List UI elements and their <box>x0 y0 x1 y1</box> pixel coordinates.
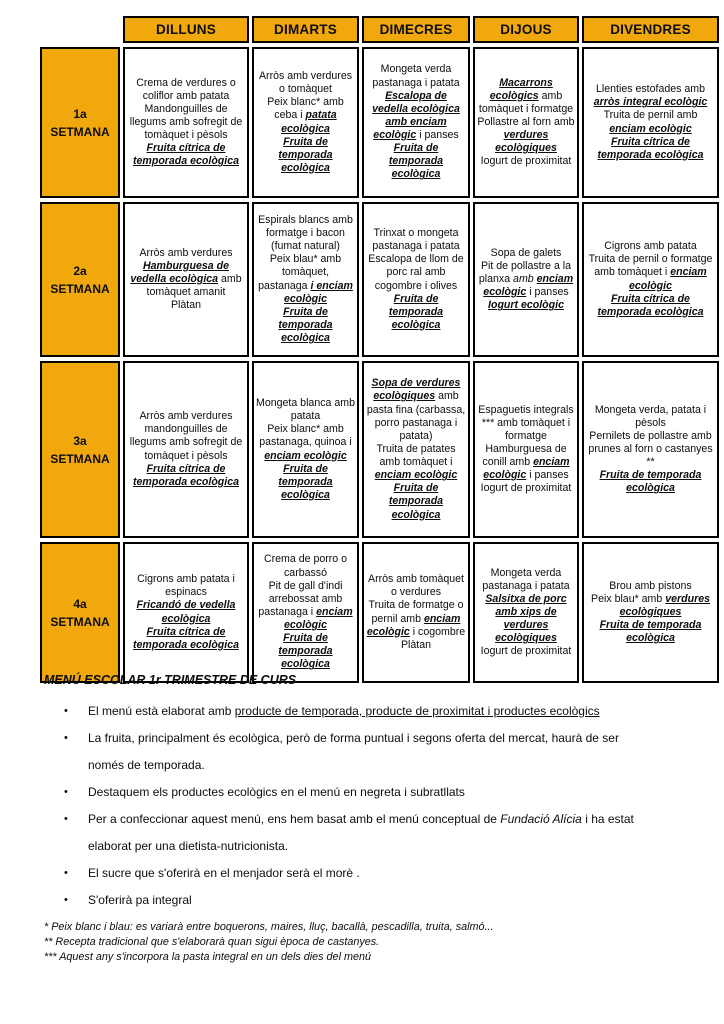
menu-cell-week4-day3 <box>362 542 470 683</box>
text-segment: Fruita cítrica de temporada ecològica <box>133 625 239 651</box>
dish-text <box>127 463 245 489</box>
dish-text <box>477 260 575 299</box>
text-segment: verdures ecològiques <box>495 129 557 155</box>
text-segment: Fruita de temporada ecològica <box>278 135 333 174</box>
dish-text <box>586 253 715 292</box>
dish-text <box>127 410 245 463</box>
text-segment: Truita de pernil amb <box>603 109 698 122</box>
week-label-1a <box>40 47 120 198</box>
text-segment: i panses <box>526 469 569 482</box>
bullet-icon: • <box>64 732 68 744</box>
menu-cell-week4-day5 <box>582 542 719 683</box>
document-title: MENÚ ESCOLAR 1r TRIMESTRE DE CURS <box>44 673 297 687</box>
dish-text <box>366 482 466 521</box>
dish-text <box>477 116 575 155</box>
menu-cell-week1-day1 <box>123 47 249 198</box>
note-text <box>88 725 639 779</box>
text-segment: Crema de porro o carbassó <box>263 553 348 579</box>
dish-text <box>366 293 466 332</box>
dish-text <box>477 645 575 658</box>
text-segment: Fruita de temporada ecològica <box>599 469 702 495</box>
text-segment: Fruita cítrica de temporada ecològica <box>133 462 239 488</box>
text-segment: enciam ecològic <box>609 122 692 135</box>
dish-text <box>256 632 355 671</box>
text-segment: Truita de formatge o pernil amb <box>368 599 464 625</box>
week-label-word: SETMANA <box>50 124 110 139</box>
text-segment: Fruita cítrica de temporada ecològica <box>597 292 704 318</box>
dish-text <box>477 299 575 312</box>
text-segment: Truita de pernil o formatge amb tomàquet i <box>588 253 713 279</box>
note-item-2 <box>64 725 639 779</box>
dish-text <box>127 103 245 142</box>
note-text <box>88 779 639 806</box>
menu-cell-week3-day4 <box>473 361 579 538</box>
text-segment: Fruita de temporada ecològica <box>278 462 333 501</box>
dish-text <box>477 77 575 116</box>
dish-text <box>586 109 715 135</box>
note-text <box>88 860 639 887</box>
dish-text <box>477 593 575 646</box>
note-item-1 <box>64 698 639 725</box>
dish-text <box>366 142 466 181</box>
day-header-dilluns: DILLUNS <box>123 16 249 43</box>
dish-text <box>366 63 466 89</box>
text-segment: Fruita de temporada ecològica <box>278 305 333 344</box>
dish-text <box>586 469 715 495</box>
dish-text <box>256 136 355 175</box>
text-segment: Sopa de verdures ecològiques <box>371 377 461 403</box>
text-segment: enciam ecològic <box>366 612 461 638</box>
dish-text <box>586 430 715 469</box>
dish-text <box>586 136 715 162</box>
text-segment: Iogurt de proximitat <box>480 645 572 658</box>
text-segment: Mongeta verda, patata i pèsols <box>594 403 707 429</box>
dish-text <box>586 83 715 109</box>
text-segment: El menú està elaborat amb <box>88 704 235 718</box>
text-segment: Pernilets de pollastre amb prunes al forn o castanyes ** <box>588 429 713 469</box>
dish-text <box>477 443 575 482</box>
week-label-number: 1a <box>73 106 87 121</box>
dish-text <box>477 404 575 443</box>
text-segment: Fruita cítrica de temporada ecològica <box>597 135 704 161</box>
dish-text <box>586 404 715 430</box>
menu-cell-week2-day2 <box>252 202 359 357</box>
dish-text <box>127 260 245 299</box>
week-label-word: SETMANA <box>50 281 110 296</box>
menu-cell-week2-day3 <box>362 202 470 357</box>
text-segment: amb pasta fina (carbassa, porro pastanaga i patata) <box>366 390 466 442</box>
dish-text <box>586 580 715 593</box>
menu-cell-week1-day4 <box>473 47 579 198</box>
text-segment: Plàtan <box>170 299 202 312</box>
dish-text <box>127 626 245 652</box>
text-segment: enciam ecològic <box>374 469 458 482</box>
footnote-3: *** Aquest any s'incorpora la pasta integral en un dels dies del menú <box>44 951 371 963</box>
text-segment: enciam ecològic <box>264 449 347 462</box>
bullet-icon: • <box>64 786 68 798</box>
text-segment: Peix blanc* amb pastanaga, quinoa i <box>259 423 352 449</box>
menu-cell-week1-day3 <box>362 47 470 198</box>
bullet-icon: • <box>64 813 68 825</box>
text-segment: Arròs amb verdures <box>139 246 233 259</box>
text-segment: Fruita de temporada ecològica <box>388 482 444 521</box>
text-segment: enciam ecològic <box>629 266 707 292</box>
text-segment: Iogurt ecològic <box>488 299 564 312</box>
text-segment: Arròs amb tomàquet o verdures <box>368 573 464 599</box>
menu-table <box>40 16 719 683</box>
text-segment: Pollastre al forn amb <box>477 115 575 128</box>
text-segment: Sopa de galets <box>490 246 562 259</box>
footnote-2: ** Recepta tradicional que s'elaborarà quan sigui època de castanyes. <box>44 936 380 948</box>
text-segment: Arròs amb verdures o tomàquet <box>258 70 353 96</box>
dish-text <box>256 580 355 633</box>
text-segment: Mongeta blanca amb patata <box>256 397 355 423</box>
notes-list <box>64 698 639 914</box>
dish-text <box>366 253 466 292</box>
dish-text <box>477 482 575 495</box>
dish-text <box>127 299 245 312</box>
text-segment: Espaguetis integrals *** amb tomàquet i formatge <box>478 403 574 442</box>
text-segment: Truita de patates amb tomàquet i <box>376 442 456 469</box>
footnote-1: * Peix blanc i blau: es variarà entre boquerons, maires, lluç, bacallà, pescadilla, truita, salmó... <box>44 921 494 933</box>
dish-text <box>586 293 715 319</box>
text-segment: Brou amb pistons <box>609 579 692 592</box>
text-segment: Llenties estofades amb <box>596 83 705 96</box>
bullet-icon: • <box>64 705 68 717</box>
text-segment: Destaquem els productes ecològics en el menú en negreta i subratllats <box>88 785 465 799</box>
text-segment: Iogurt de proximitat <box>480 155 572 168</box>
menu-cell-week2-day1 <box>123 202 249 357</box>
text-segment: Fruita de temporada ecològica <box>388 142 444 181</box>
dish-text <box>366 90 466 143</box>
text-segment: La fruita, principalment és ecològica, però de forma puntual i segons oferta del mercat, haurà de ser només de temporada. <box>88 731 619 772</box>
dish-text <box>586 593 715 619</box>
dish-text <box>256 70 355 96</box>
note-item-4 <box>64 806 639 860</box>
bullet-icon: • <box>64 894 68 906</box>
menu-cell-week1-day5 <box>582 47 719 198</box>
text-segment: Arròs amb verdures mandonguilles de llegums amb sofregit de tomàquet i pèsols <box>129 410 243 462</box>
dish-text <box>477 247 575 260</box>
text-segment: amb tomàquet amanit <box>146 272 242 299</box>
text-segment: Espirals blancs amb formatge i bacon (fumat natural) <box>258 213 353 253</box>
text-segment: producte de temporada, producte de proximitat i productes ecològics <box>234 704 600 718</box>
week-label-2a <box>40 202 120 357</box>
week-label-word: SETMANA <box>50 614 110 629</box>
text-segment: Fruita de temporada ecològica <box>388 292 444 331</box>
dish-text <box>477 155 575 168</box>
text-segment: Pit de gall d'indi arrebossat amb pastanaga i <box>258 579 343 618</box>
dish-text <box>127 247 245 260</box>
text-segment: Plàtan <box>400 638 432 651</box>
dish-text <box>127 599 245 625</box>
text-segment: Pit de pollastre a la planxa <box>478 259 572 285</box>
dish-text <box>586 240 715 253</box>
dish-text <box>366 599 466 638</box>
dish-text <box>127 142 245 168</box>
text-segment: Macarrons ecològics <box>489 76 553 102</box>
note-item-3 <box>64 779 639 806</box>
note-text <box>88 698 639 725</box>
text-segment: Peix blanc* amb ceba i <box>267 96 344 122</box>
menu-cell-week3-day3 <box>362 361 470 538</box>
text-segment: enciam ecològic <box>483 456 570 482</box>
text-segment: i cogombre <box>409 625 466 638</box>
text-segment: Mongeta verda pastanaga i patata <box>482 566 570 592</box>
text-segment: patata ecològica <box>281 109 337 135</box>
text-segment: i ha estat elaborat per una dietista-nutricionista. <box>88 812 634 853</box>
menu-cell-week3-day5 <box>582 361 719 538</box>
text-segment: Escalopa de vedella ecològica amb enciam ecològic <box>372 89 460 142</box>
menu-cell-week2-day4 <box>473 202 579 357</box>
note-item-5 <box>64 860 639 887</box>
menu-cell-week1-day2 <box>252 47 359 198</box>
menu-cell-week3-day1 <box>123 361 249 538</box>
day-header-dimecres: DIMECRES <box>362 16 470 43</box>
text-segment: Escalopa de llom de porc ral amb cogombre i olives <box>368 253 464 292</box>
text-segment: i enciam ecològic <box>284 279 353 305</box>
text-segment: Hamburguesa de conill amb <box>482 442 567 469</box>
dish-text <box>127 77 245 103</box>
text-segment: Fruita de temporada ecològica <box>599 619 702 645</box>
week-label-number: 3a <box>73 433 87 448</box>
dish-text <box>256 553 355 579</box>
text-segment: i panses <box>416 129 459 142</box>
text-segment: Cigrons amb patata <box>604 240 697 253</box>
text-segment: Per a confeccionar aquest menú, ens hem basat amb el menú conceptual de <box>88 812 501 826</box>
text-segment: Mandonguilles de llegums amb sofregit de tomàquet i pèsols <box>129 102 243 142</box>
text-segment: S'oferirà pa integral <box>88 893 192 907</box>
text-segment: arròs integral ecològic <box>593 96 708 109</box>
text-segment: amb tomàquet i formatge <box>478 89 574 115</box>
text-segment: amb <box>513 272 537 285</box>
dish-text <box>127 573 245 599</box>
text-segment: Iogurt de proximitat <box>480 482 572 495</box>
text-segment: Fruita de temporada ecològica <box>278 632 333 671</box>
dish-text <box>366 573 466 599</box>
dish-text <box>366 377 466 443</box>
text-segment: i panses <box>526 286 569 299</box>
menu-cell-week4-day4 <box>473 542 579 683</box>
text-segment: Crema de verdures o coliflor amb patata <box>136 76 236 102</box>
note-text <box>88 806 639 860</box>
dish-text <box>366 639 466 652</box>
dish-text <box>256 463 355 502</box>
day-header-dijous: DIJOUS <box>473 16 579 43</box>
text-segment: enciam ecològic <box>284 605 353 632</box>
text-segment: Peix blau* amb <box>591 592 666 605</box>
note-item-6 <box>64 887 639 914</box>
text-segment: Fundació Alícia <box>500 812 582 826</box>
note-text <box>88 887 639 914</box>
dish-text <box>256 423 355 462</box>
dish-text <box>256 397 355 423</box>
text-segment: enciam ecològic <box>483 272 574 299</box>
week-label-number: 4a <box>73 596 87 611</box>
dish-text <box>256 96 355 135</box>
day-header-divendres: DIVENDRES <box>582 16 719 43</box>
week-label-number: 2a <box>73 263 87 278</box>
text-segment: Trinxat o mongeta pastanaga i patata <box>372 227 460 253</box>
dish-text <box>366 443 466 482</box>
text-segment: Cigrons amb patata i espinacs <box>137 573 235 599</box>
week-label-3a <box>40 361 120 538</box>
text-segment: El sucre que s'oferirà en el menjador serà el morè . <box>88 866 360 880</box>
menu-cell-week4-day1 <box>123 542 249 683</box>
dish-text <box>256 306 355 345</box>
table-corner-spacer <box>40 16 120 43</box>
text-segment: Hamburguesa de vedella ecològica <box>130 259 229 285</box>
week-label-word: SETMANA <box>50 451 110 466</box>
week-label-4a <box>40 542 120 683</box>
bullet-icon: • <box>64 867 68 879</box>
text-segment: Peix blau* amb tomàquet, pastanaga <box>258 253 342 292</box>
menu-cell-week2-day5 <box>582 202 719 357</box>
footnotes <box>44 920 684 965</box>
text-segment: Mongeta verda pastanaga i patata <box>372 63 460 89</box>
text-segment: Salsitxa de porc amb xips de verdures ecològiques <box>485 592 567 645</box>
dish-text <box>256 214 355 253</box>
dish-text <box>477 567 575 593</box>
dish-text <box>366 227 466 253</box>
text-segment: verdures ecològiques <box>619 592 710 618</box>
menu-cell-week4-day2 <box>252 542 359 683</box>
text-segment: Fruita cítrica de temporada ecològica <box>133 142 239 168</box>
day-header-dimarts: DIMARTS <box>252 16 359 43</box>
text-segment: Fricandó de vedella ecològica <box>136 599 236 625</box>
menu-cell-week3-day2 <box>252 361 359 538</box>
dish-text <box>586 619 715 645</box>
dish-text <box>256 253 355 306</box>
